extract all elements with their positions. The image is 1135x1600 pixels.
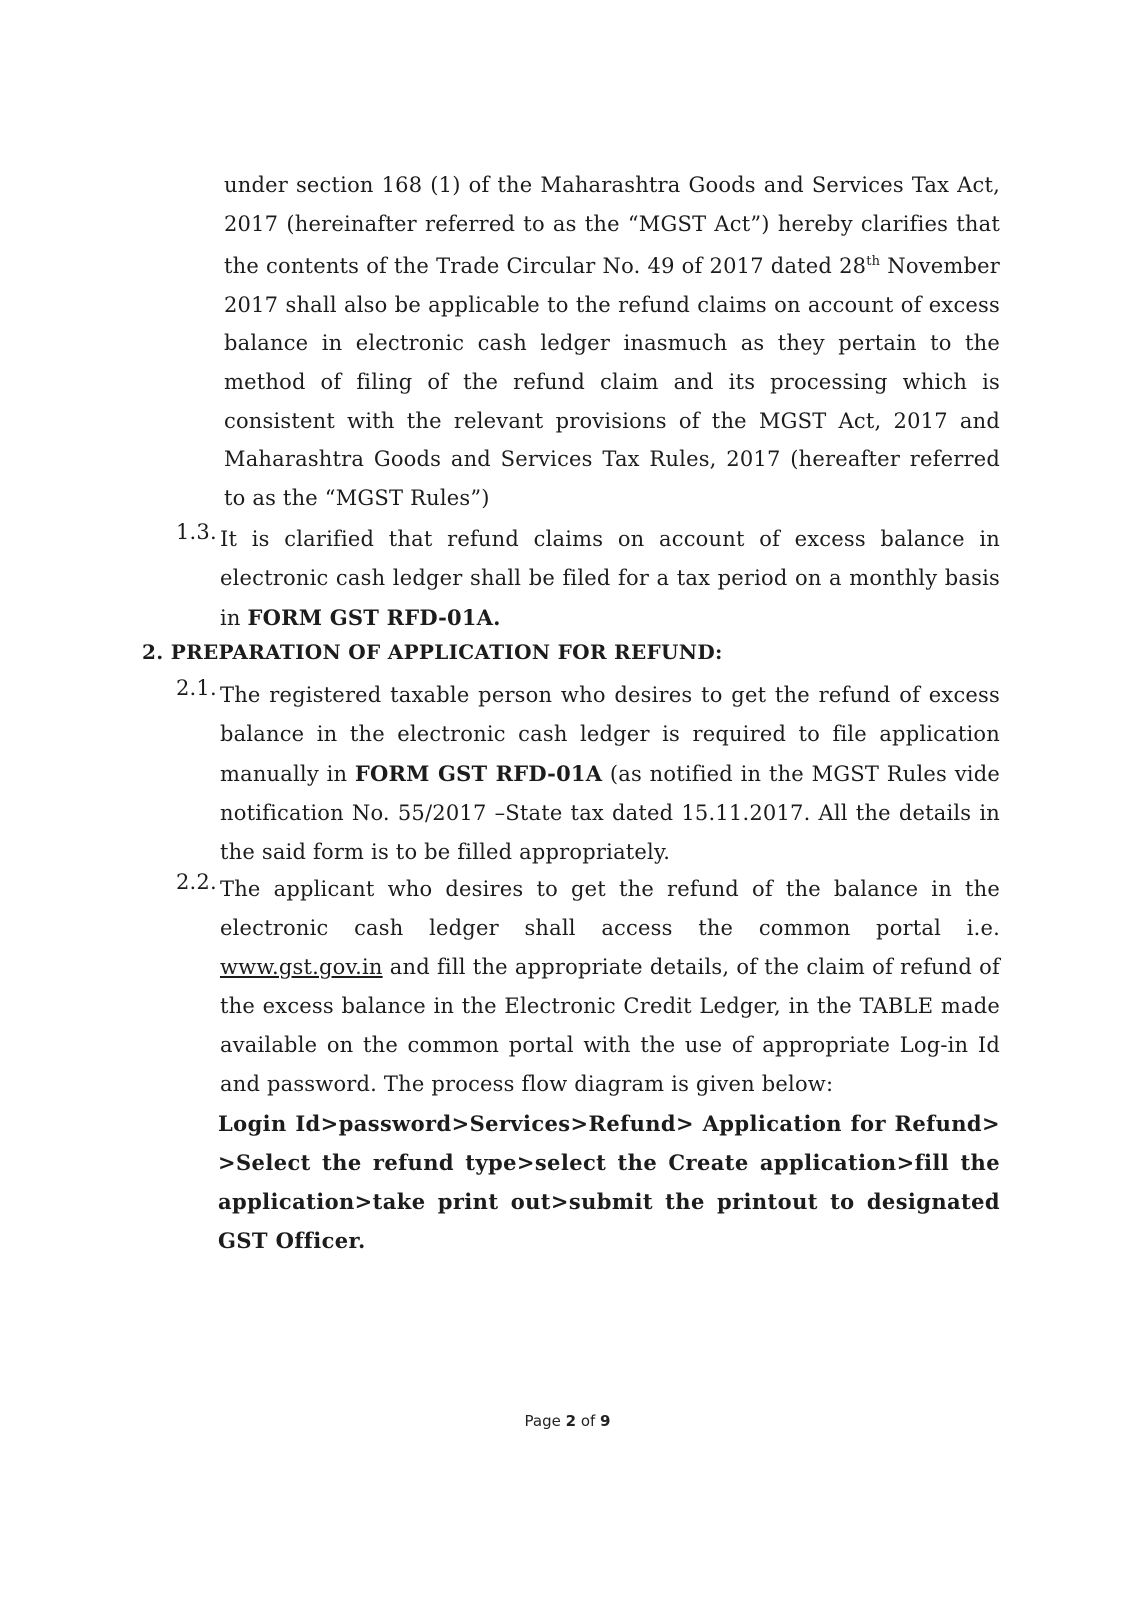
page-current: 2 xyxy=(565,1412,577,1430)
intro-text: under section 168 (1) of the Maharashtra Goods and Services Tax Act, 2017 (hereinafter referred to as the “MGST Act”) hereby clarifies that the contents of the Trade Circular No. 49 of 2017 dated 28 xyxy=(224,173,1000,279)
paragraph-body xyxy=(220,870,1000,1104)
paragraph-number: 1.3. xyxy=(176,520,217,544)
page-total: 9 xyxy=(600,1412,611,1430)
form-name-bold: FORM GST RFD-01A xyxy=(354,761,603,786)
section-heading: 2. PREPARATION OF APPLICATION FOR REFUND: xyxy=(142,640,723,664)
paragraph-text-after: and fill the appropriate details, of the claim of refund of the excess balance in the Electronic Credit Ledger, in the TABLE made available on the common portal with the use of appropriate Log-in Id and password. The process flow diagram is given below: xyxy=(220,955,1000,1096)
paragraph-1-3 xyxy=(176,520,1000,638)
paragraph-number: 2.1. xyxy=(176,676,217,700)
form-name-bold: FORM GST RFD-01A. xyxy=(247,605,501,630)
paragraph-body xyxy=(220,676,1000,872)
process-flow-text: Login Id>password>Services>Refund> Application for Refund> >Select the refund type>select the Create application>fill the application>take print out>submit the printout to designated GST Officer. xyxy=(218,1111,1000,1253)
page-of: of xyxy=(576,1412,601,1430)
paragraph-2-2 xyxy=(176,870,1000,1260)
page-footer xyxy=(0,1412,1135,1430)
paragraph-text: It is clarified that refund claims on account of excess balance in electronic cash ledger shall be filed for a tax period on a monthly basis in xyxy=(220,527,1000,630)
paragraph-text: The registered taxable person who desires to get the refund of excess balance in the electronic cash ledger is required to file application manually in xyxy=(220,683,1000,786)
gst-portal-link[interactable]: www.gst.gov.in xyxy=(220,955,383,979)
paragraph-text: The applicant who desires to get the refund of the balance in the electronic cash ledger shall access the common portal i.e. xyxy=(220,877,1000,940)
intro-paragraph xyxy=(224,166,1000,517)
intro-superscript: th xyxy=(866,254,881,270)
page-label: Page xyxy=(524,1412,566,1430)
intro-text-after: November 2017 shall also be applicable to the refund claims on account of excess balance in electronic cash ledger inasmuch as they pertain to the method of filing of the refund claim and its processing which is consistent with the relevant provisions of the MGST Act, 2017 and Maharashtra Goods and Services Tax Rules, 2017 (hereafter referred to as the “MGST Rules”) xyxy=(224,254,1001,510)
paragraph-2-1 xyxy=(176,676,1000,872)
paragraph-text-after: (as notified in the MGST Rules vide notification No. 55/2017 –State tax dated 15.11.2017. All the details in the said form is to be filled appropriately. xyxy=(220,762,1000,864)
paragraph-body xyxy=(220,520,1000,638)
paragraph-number: 2.2. xyxy=(176,870,217,894)
